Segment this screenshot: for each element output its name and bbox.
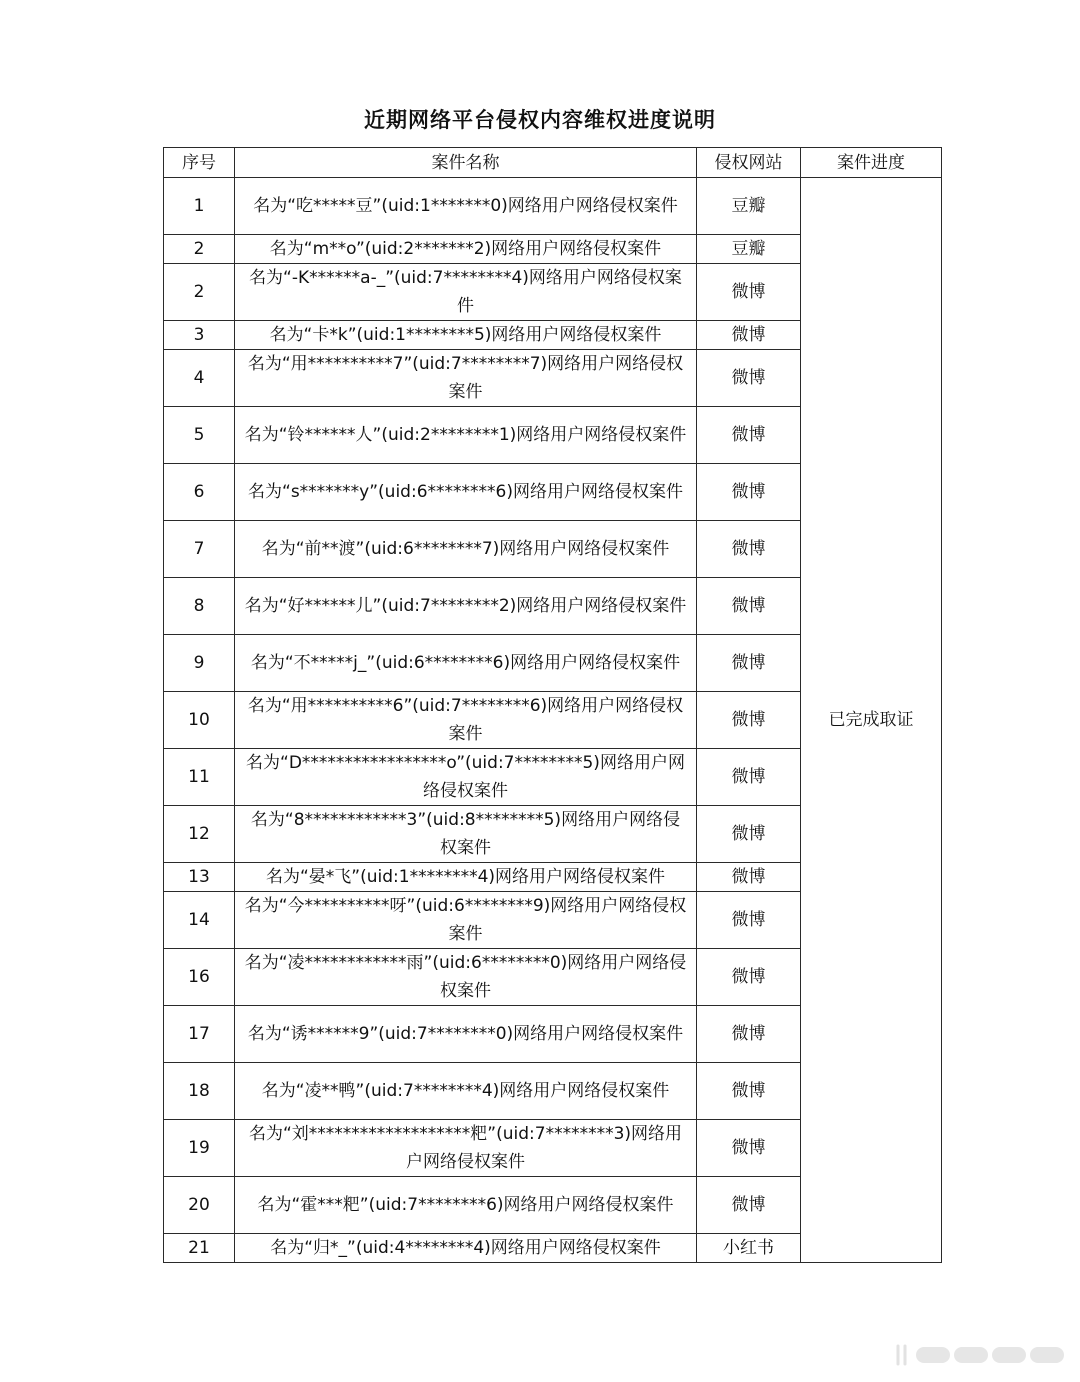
- case-name: 名为“铃******人”(uid:2********1)网络用户网络侵权案件: [235, 407, 697, 464]
- infringing-site: 豆瓣: [697, 235, 801, 264]
- header-serial-number: 序号: [164, 148, 235, 178]
- row-number: 13: [164, 863, 235, 892]
- case-name: 名为“s*******y”(uid:6********6)网络用户网络侵权案件: [235, 464, 697, 521]
- case-name: 名为“用**********6”(uid:7********6)网络用户网络侵权案件: [235, 692, 697, 749]
- table-row: [164, 178, 942, 235]
- case-name: 名为“前**渡”(uid:6********7)网络用户网络侵权案件: [235, 521, 697, 578]
- header-infringing-site: 侵权网站: [697, 148, 801, 178]
- document-title: 近期网络平台侵权内容维权进度说明: [364, 108, 716, 132]
- row-number: 9: [164, 635, 235, 692]
- case-name: 名为“卡*k”(uid:1********5)网络用户网络侵权案件: [235, 321, 697, 350]
- case-name: 名为“好******儿”(uid:7********2)网络用户网络侵权案件: [235, 578, 697, 635]
- infringing-site: 微博: [697, 464, 801, 521]
- row-number: 8: [164, 578, 235, 635]
- row-number: 2: [164, 264, 235, 321]
- infringing-site: 微博: [697, 350, 801, 407]
- header-case-progress: 案件进度: [801, 148, 942, 178]
- infringing-site: 微博: [697, 806, 801, 863]
- case-name: 名为“不*****j_”(uid:6********6)网络用户网络侵权案件: [235, 635, 697, 692]
- infringing-site: 豆瓣: [697, 178, 801, 235]
- case-name: 名为“8************3”(uid:8********5)网络用户网络侵权案件: [235, 806, 697, 863]
- infringing-site: 微博: [697, 521, 801, 578]
- infringing-site: 微博: [697, 264, 801, 321]
- case-name: 名为“-K******a-_”(uid:7********4)网络用户网络侵权案件: [235, 264, 697, 321]
- infringing-site: 微博: [697, 578, 801, 635]
- row-number: 21: [164, 1234, 235, 1263]
- case-name: 名为“D*****************o”(uid:7********5)网络用户网络侵权案件: [235, 749, 697, 806]
- case-name: 名为“用**********7”(uid:7********7)网络用户网络侵权案件: [235, 350, 697, 407]
- row-number: 14: [164, 892, 235, 949]
- infringing-site: 微博: [697, 1177, 801, 1234]
- case-name: 名为“m**o”(uid:2*******2)网络用户网络侵权案件: [235, 235, 697, 264]
- row-number: 17: [164, 1006, 235, 1063]
- infringing-site: 微博: [697, 749, 801, 806]
- infringing-site: 微博: [697, 407, 801, 464]
- row-number: 12: [164, 806, 235, 863]
- case-name: 名为“凌**鸭”(uid:7********4)网络用户网络侵权案件: [235, 1063, 697, 1120]
- infringing-site: 微博: [697, 321, 801, 350]
- case-name: 名为“今**********呀”(uid:6********9)网络用户网络侵权案件: [235, 892, 697, 949]
- case-name: 名为“吃*****豆”(uid:1*******0)网络用户网络侵权案件: [235, 178, 697, 235]
- case-name: 名为“诱******9”(uid:7********0)网络用户网络侵权案件: [235, 1006, 697, 1063]
- header-case-name: 案件名称: [235, 148, 697, 178]
- row-number: 6: [164, 464, 235, 521]
- infringing-site: 微博: [697, 1006, 801, 1063]
- row-number: 11: [164, 749, 235, 806]
- row-number: 1: [164, 178, 235, 235]
- row-number: 10: [164, 692, 235, 749]
- row-number: 18: [164, 1063, 235, 1120]
- infringing-site: 小红书: [697, 1234, 801, 1263]
- case-name: 名为“刘*******************粑”(uid:7********3)网络用户网络侵权案件: [235, 1120, 697, 1177]
- case-name: 名为“晏*飞”(uid:1********4)网络用户网络侵权案件: [235, 863, 697, 892]
- case-name: 名为“归*_”(uid:4********4)网络用户网络侵权案件: [235, 1234, 697, 1263]
- row-number: 20: [164, 1177, 235, 1234]
- case-name: 名为“霍***粑”(uid:7********6)网络用户网络侵权案件: [235, 1177, 697, 1234]
- row-number: 19: [164, 1120, 235, 1177]
- row-number: 3: [164, 321, 235, 350]
- row-number: 16: [164, 949, 235, 1006]
- case-progress-status: 已完成取证: [801, 178, 942, 1263]
- infringing-site: 微博: [697, 863, 801, 892]
- table-header-row: [164, 148, 942, 178]
- case-progress-table: [163, 147, 942, 1263]
- row-number: 7: [164, 521, 235, 578]
- infringing-site: 微博: [697, 635, 801, 692]
- row-number: 2: [164, 235, 235, 264]
- case-name: 名为“凌************雨”(uid:6********0)网络用户网络侵权案件: [235, 949, 697, 1006]
- infringing-site: 微博: [697, 892, 801, 949]
- infringing-site: 微博: [697, 692, 801, 749]
- row-number: 4: [164, 350, 235, 407]
- infringing-site: 微博: [697, 1120, 801, 1177]
- weibo-watermark-logo: [892, 1340, 1068, 1370]
- infringing-site: 微博: [697, 1063, 801, 1120]
- row-number: 5: [164, 407, 235, 464]
- infringing-site: 微博: [697, 949, 801, 1006]
